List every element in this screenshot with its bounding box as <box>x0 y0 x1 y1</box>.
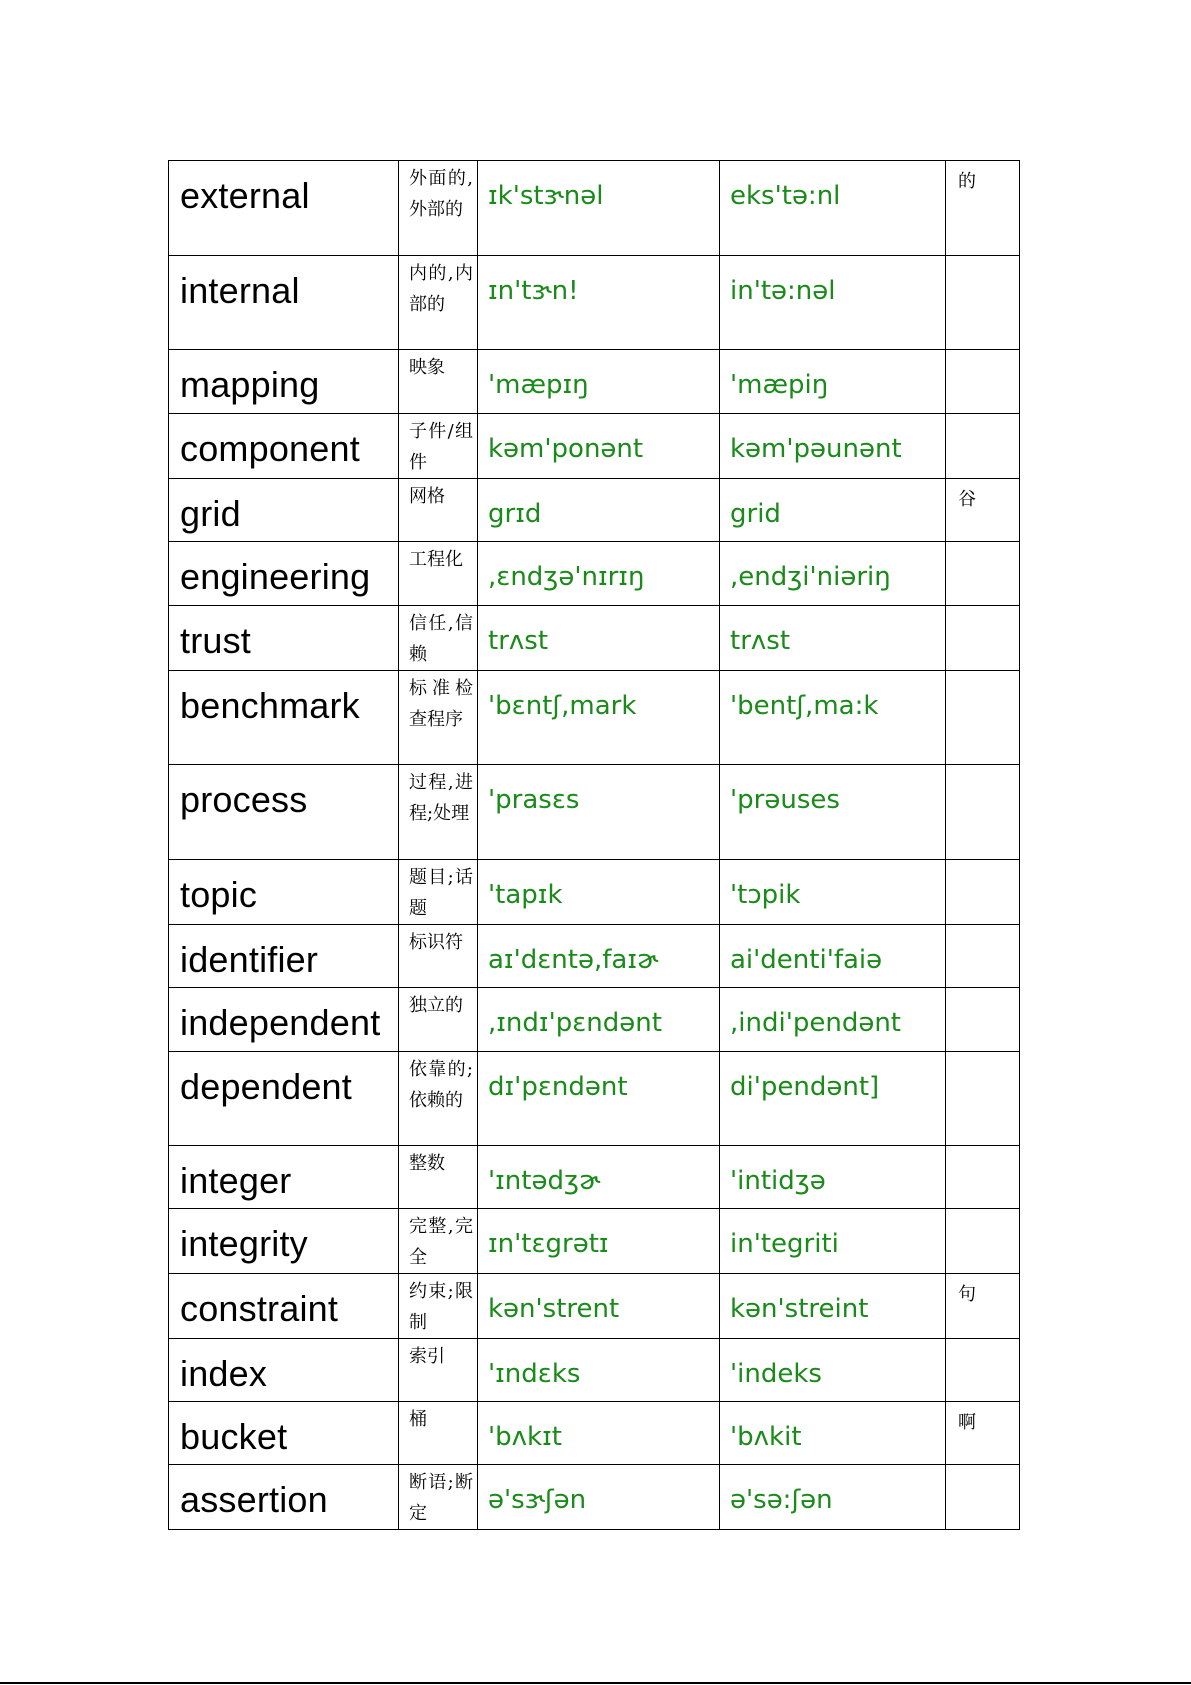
word-cell: external <box>169 161 399 256</box>
table-row <box>169 479 1020 542</box>
table-row <box>169 1339 1020 1402</box>
meaning-cell: 标识符 <box>399 925 478 988</box>
note-cell <box>946 988 1020 1052</box>
meaning-cell: 网格 <box>399 479 478 542</box>
word-cell: integrity <box>169 1209 399 1274</box>
note-cell <box>946 1146 1020 1209</box>
note-cell <box>946 1209 1020 1274</box>
table-row <box>169 1146 1020 1209</box>
word-cell: integer <box>169 1146 399 1209</box>
us-phonetic-cell: kən'strent <box>478 1274 720 1339</box>
meaning-cell: 内的,内部的 <box>399 256 478 350</box>
note-cell <box>946 765 1020 860</box>
uk-phonetic-cell: 'prəuses <box>720 765 946 860</box>
us-phonetic-cell: 'ɪndɛks <box>478 1339 720 1402</box>
word-cell: constraint <box>169 1274 399 1339</box>
table-row <box>169 256 1020 350</box>
uk-phonetic-cell: ə'sə:ʃən <box>720 1465 946 1530</box>
table-row <box>169 925 1020 988</box>
us-phonetic-cell: 'mæpɪŋ <box>478 350 720 414</box>
us-phonetic-cell: ɪn'tɝn! <box>478 256 720 350</box>
us-phonetic-cell: 'bʌkɪt <box>478 1402 720 1465</box>
table-row <box>169 671 1020 765</box>
note-cell <box>946 414 1020 479</box>
uk-phonetic-cell: 'tɔpik <box>720 860 946 925</box>
word-cell: bucket <box>169 1402 399 1465</box>
note-cell <box>946 671 1020 765</box>
meaning-cell: 工程化 <box>399 542 478 606</box>
meaning-cell: 完整,完全 <box>399 1209 478 1274</box>
table-row <box>169 860 1020 925</box>
note-cell: 谷 <box>946 479 1020 542</box>
table-row <box>169 350 1020 414</box>
uk-phonetic-cell: kən'streint <box>720 1274 946 1339</box>
meaning-cell: 断语;断定 <box>399 1465 478 1530</box>
note-cell <box>946 542 1020 606</box>
word-cell: benchmark <box>169 671 399 765</box>
meaning-cell: 约束;限制 <box>399 1274 478 1339</box>
table-row <box>169 1274 1020 1339</box>
note-cell <box>946 1339 1020 1402</box>
uk-phonetic-cell: eks'tə:nl <box>720 161 946 256</box>
us-phonetic-cell: ə'sɝʃən <box>478 1465 720 1530</box>
meaning-cell: 整数 <box>399 1146 478 1209</box>
table-row <box>169 542 1020 606</box>
note-cell <box>946 1052 1020 1146</box>
table-row <box>169 1465 1020 1530</box>
meaning-cell: 桶 <box>399 1402 478 1465</box>
meaning-cell: 题目;话题 <box>399 860 478 925</box>
meaning-cell: 索引 <box>399 1339 478 1402</box>
table-row <box>169 606 1020 671</box>
note-cell <box>946 256 1020 350</box>
us-phonetic-cell: ɪk'stɝnəl <box>478 161 720 256</box>
word-cell: dependent <box>169 1052 399 1146</box>
note-cell <box>946 350 1020 414</box>
table-row <box>169 1402 1020 1465</box>
us-phonetic-cell: ɪn'tɛgrətɪ <box>478 1209 720 1274</box>
vocabulary-table <box>168 160 1020 1530</box>
us-phonetic-cell: ,ɪndɪ'pɛndənt <box>478 988 720 1052</box>
word-cell: mapping <box>169 350 399 414</box>
uk-phonetic-cell: 'indeks <box>720 1339 946 1402</box>
uk-phonetic-cell: ,indi'pendənt <box>720 988 946 1052</box>
meaning-cell: 过程,进程;处理 <box>399 765 478 860</box>
uk-phonetic-cell: trʌst <box>720 606 946 671</box>
note-cell <box>946 860 1020 925</box>
meaning-cell: 标准检查程序 <box>399 671 478 765</box>
us-phonetic-cell: 'ɪntədʒɚ <box>478 1146 720 1209</box>
word-cell: internal <box>169 256 399 350</box>
uk-phonetic-cell: kəm'pəunənt <box>720 414 946 479</box>
note-cell: 啊 <box>946 1402 1020 1465</box>
table-row <box>169 988 1020 1052</box>
note-cell: 的 <box>946 161 1020 256</box>
word-cell: independent <box>169 988 399 1052</box>
uk-phonetic-cell: 'mæpiŋ <box>720 350 946 414</box>
word-cell: assertion <box>169 1465 399 1530</box>
uk-phonetic-cell: grid <box>720 479 946 542</box>
uk-phonetic-cell: in'tegriti <box>720 1209 946 1274</box>
word-cell: trust <box>169 606 399 671</box>
meaning-cell: 依靠的;依赖的 <box>399 1052 478 1146</box>
uk-phonetic-cell: ai'denti'faiə <box>720 925 946 988</box>
table-row <box>169 765 1020 860</box>
word-cell: process <box>169 765 399 860</box>
table-row <box>169 1209 1020 1274</box>
note-cell: 句 <box>946 1274 1020 1339</box>
meaning-cell: 信任,信赖 <box>399 606 478 671</box>
note-cell <box>946 1465 1020 1530</box>
meaning-cell: 子件/组件 <box>399 414 478 479</box>
word-cell: topic <box>169 860 399 925</box>
us-phonetic-cell: kəm'ponənt <box>478 414 720 479</box>
uk-phonetic-cell: ,endʒi'niəriŋ <box>720 542 946 606</box>
us-phonetic-cell: 'tapɪk <box>478 860 720 925</box>
uk-phonetic-cell: 'bentʃ,ma:k <box>720 671 946 765</box>
us-phonetic-cell: 'prasɛs <box>478 765 720 860</box>
table-row <box>169 414 1020 479</box>
note-cell <box>946 925 1020 988</box>
uk-phonetic-cell: in'tə:nəl <box>720 256 946 350</box>
page-bottom-rule <box>0 1682 1191 1684</box>
word-cell: engineering <box>169 542 399 606</box>
meaning-cell: 独立的 <box>399 988 478 1052</box>
table-row <box>169 161 1020 256</box>
word-cell: grid <box>169 479 399 542</box>
meaning-cell: 映象 <box>399 350 478 414</box>
uk-phonetic-cell: di'pendənt] <box>720 1052 946 1146</box>
us-phonetic-cell: aɪ'dɛntə,faɪɚ <box>478 925 720 988</box>
uk-phonetic-cell: 'bʌkit <box>720 1402 946 1465</box>
us-phonetic-cell: dɪ'pɛndənt <box>478 1052 720 1146</box>
uk-phonetic-cell: 'intidʒə <box>720 1146 946 1209</box>
us-phonetic-cell: 'bɛntʃ,mark <box>478 671 720 765</box>
word-cell: index <box>169 1339 399 1402</box>
table-row <box>169 1052 1020 1146</box>
us-phonetic-cell: grɪd <box>478 479 720 542</box>
word-cell: component <box>169 414 399 479</box>
us-phonetic-cell: trʌst <box>478 606 720 671</box>
word-cell: identifier <box>169 925 399 988</box>
us-phonetic-cell: ,ɛndʒə'nɪrɪŋ <box>478 542 720 606</box>
meaning-cell: 外面的,外部的 <box>399 161 478 256</box>
note-cell <box>946 606 1020 671</box>
